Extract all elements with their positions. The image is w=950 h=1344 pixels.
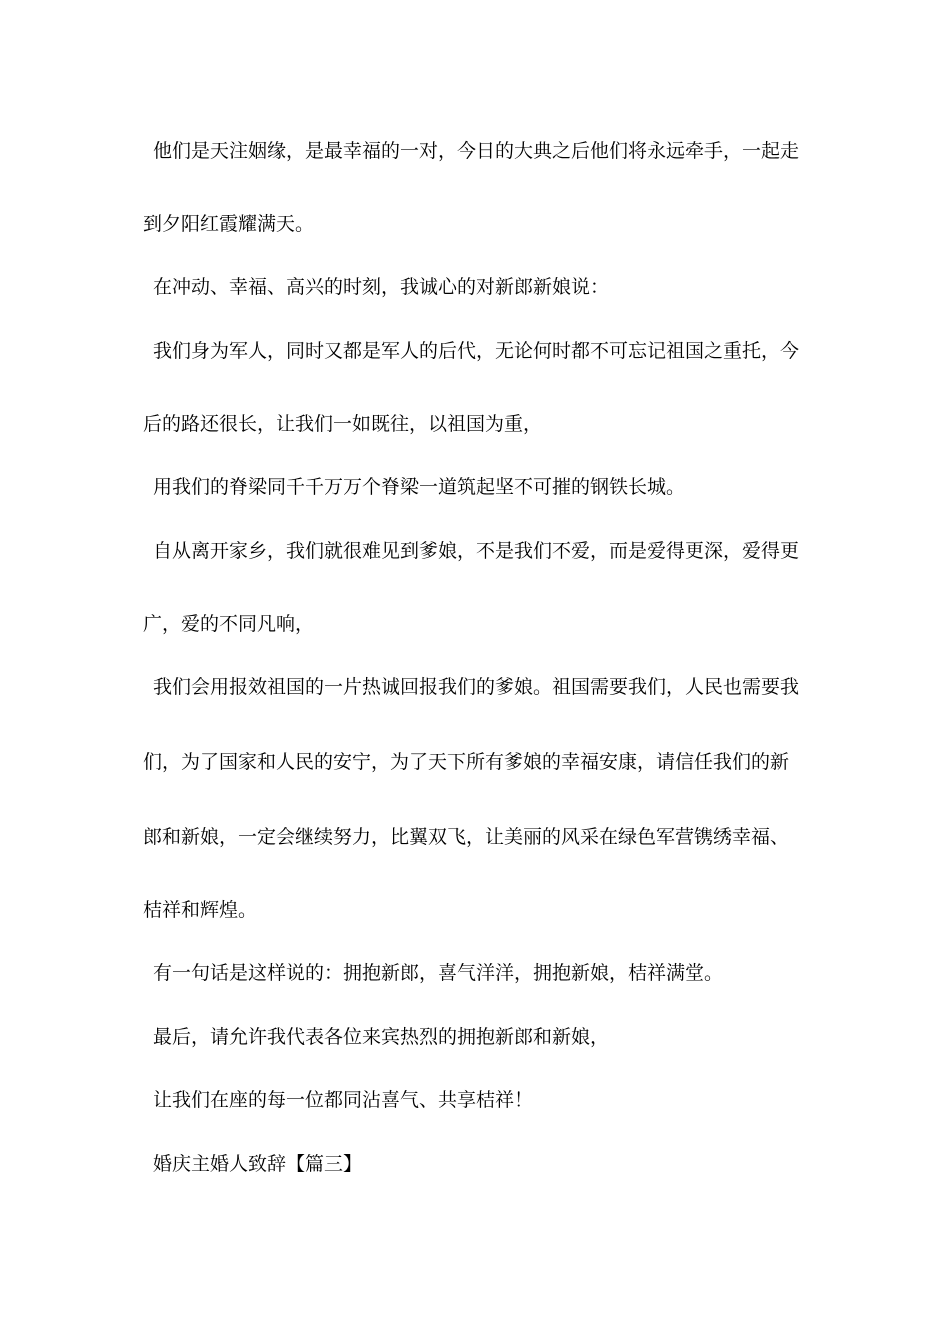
paragraph-line-11: 郎和新娘，一定会继续努力，比翼双飞，让美丽的风采在绿色军营镌绣幸福、 bbox=[143, 826, 790, 848]
paragraph-line-1: 他们是天注姻缘，是最幸福的一对，今日的大典之后他们将永远牵手，一起走 bbox=[153, 140, 800, 162]
paragraph-line-6: 用我们的脊梁同千千万万个脊梁一道筑起坚不可摧的钢铁长城。 bbox=[153, 476, 686, 498]
paragraph-line-9: 我们会用报效祖国的一片热诚回报我们的爹娘。祖国需要我们，人民也需要我 bbox=[153, 676, 800, 698]
paragraph-line-8: 广，爱的不同凡响， bbox=[143, 613, 315, 635]
paragraph-line-4: 我们身为军人，同时又都是军人的后代，无论何时都不可忘记祖国之重托，今 bbox=[153, 340, 800, 362]
paragraph-line-14: 最后，请允许我代表各位来宾热烈的拥抱新郎和新娘， bbox=[153, 1026, 610, 1048]
paragraph-line-15: 让我们在座的每一位都同沾喜气、共享桔祥！ bbox=[153, 1089, 534, 1111]
section-heading: 婚庆主婚人致辞【篇三】 bbox=[153, 1153, 363, 1175]
paragraph-line-3: 在冲动、幸福、高兴的时刻，我诚心的对新郎新娘说： bbox=[153, 276, 610, 298]
paragraph-line-7: 自从离开家乡，我们就很难见到爹娘，不是我们不爱，而是爱得更深，爱得更 bbox=[153, 540, 800, 562]
paragraph-line-5: 后的路还很长，让我们一如既往，以祖国为重， bbox=[143, 413, 543, 435]
paragraph-line-10: 们，为了国家和人民的安宁，为了天下所有爹娘的幸福安康，请信任我们的新 bbox=[143, 751, 790, 773]
paragraph-line-12: 桔祥和辉煌。 bbox=[143, 899, 258, 921]
paragraph-line-2: 到夕阳红霞耀满天。 bbox=[143, 213, 315, 235]
paragraph-line-13: 有一句话是这样说的：拥抱新郎，喜气洋洋，拥抱新娘，桔祥满堂。 bbox=[153, 962, 724, 984]
